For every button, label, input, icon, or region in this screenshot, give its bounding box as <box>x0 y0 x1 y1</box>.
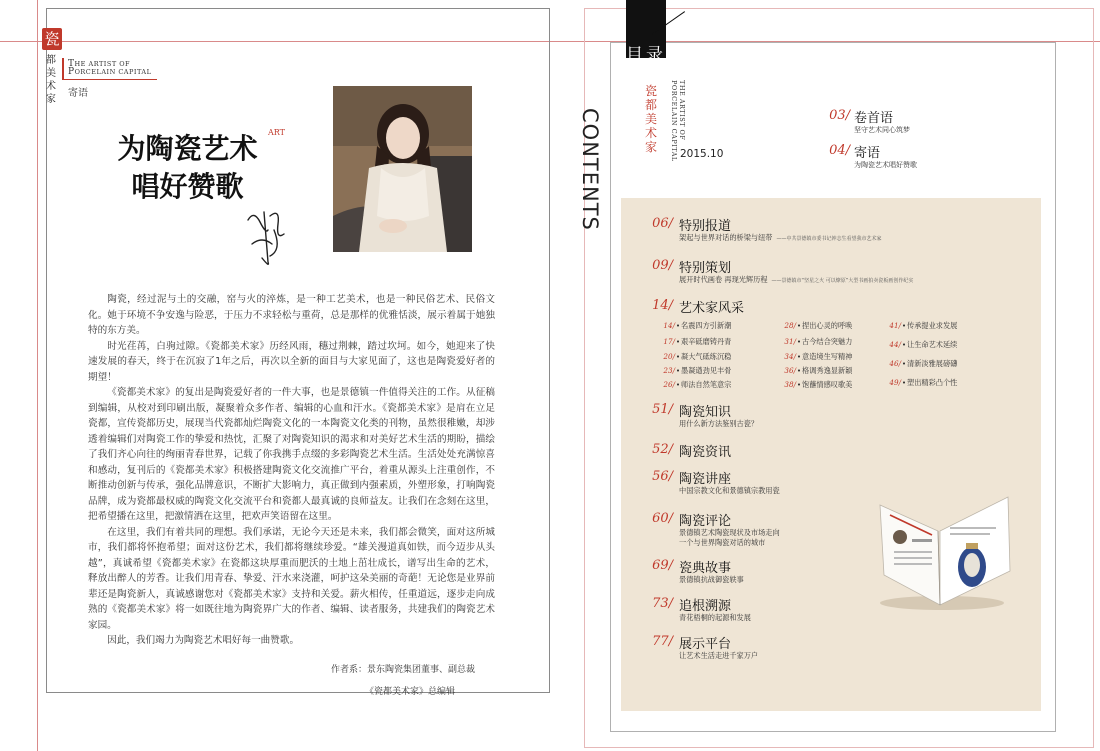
entry-title: 艺术家风采 <box>679 301 745 316</box>
paragraph: 《瓷都美术家》的复出是陶瓷爱好者的一件大事，也是景德镇一件值得关注的工作。从征稿到编辑，从校对到印刷出版，凝聚着众多作者、编辑的心血和汗水。《瓷都美术家》是肩在立足瓷都，宣传瓷都历史，展现当代瓷都灿烂陶瓷文化的一本陶瓷文化类的刊物，虽然很稚嫩，却涉透着编辑们对陶瓷工作的挚爱和热忱，汇聚了对陶瓷知识的渴求和对美好艺术生活的期盼，描绘了我们齐心向往的绚丽青春世界，记载了你我携手点缀的多彩陶瓷艺术生活。生活处处充满惊喜和感动，复刊后的《瓷都美术家》积极搭建陶瓷文化交流推广平台，着重从源头上注重创作，不断推动创新与传承，强化品牌意识，不断扩大影响力，真正做到内强素质，外塑形象，打响陶瓷品牌，成为瓷都最权威的陶瓷文化交流平台和瓷都人最真诚的良师益友。让我们在念刻在这里，把希望播在这里，把激情洒在这里，把欢声笑语留在这里。 <box>88 387 495 522</box>
art-vertical-label: ART <box>268 128 285 137</box>
entry-subtitle: 中国宗教文化和景德镇宗教用瓷 <box>679 486 780 495</box>
entry-title: 卷首语 <box>854 111 894 126</box>
entry-subtitle: 让艺术生活走进千家万户 <box>679 651 759 660</box>
paragraph: 时光荏苒，白驹过隙。《瓷都美术家》历经风雨，穗过荆棘，踏过坎坷。如今，她迎来了快速发展的春天，终于在沉寂了1年之后，再次以全新的面目与大家见面了，这也是陶瓷爱好者的期望！ <box>88 340 495 383</box>
entry-title: 特别报道 <box>679 219 732 234</box>
entry-subtitle: 景德镇抗战御瓷轶事 <box>679 575 744 584</box>
entry-subtitle: 用什么新方法鉴别古瓷？ <box>679 419 759 428</box>
section-tag: 寄语 <box>68 88 88 99</box>
artist-item[interactable]: 26/•师法自然笔意宗 <box>663 380 732 389</box>
open-magazine-icon <box>860 475 1020 615</box>
paragraph: 因此，我们竭力为陶瓷艺术唱好每一曲赞歌。 <box>107 635 300 646</box>
entry-subtitle: 展开时代画卷 再现光辉历程 ——景德镇市“坚星之火 可以燎原”大型书画拍卖瓷板画创作纪实 <box>679 275 914 284</box>
logo-mark: 瓷 <box>42 28 62 50</box>
entry-title: 陶瓷资讯 <box>679 445 732 460</box>
article-title <box>105 130 270 206</box>
title-line-1: 为陶瓷艺术 <box>117 132 258 165</box>
artist-item[interactable]: 34/•意造境生写精神 <box>784 352 853 361</box>
entry-title: 陶瓷讲座 <box>679 472 732 487</box>
page-number: 77/ <box>652 634 673 649</box>
entry-title: 展示平台 <box>679 637 732 652</box>
artist-item[interactable]: 14/•名震四方引新潮 <box>663 321 732 330</box>
page-number: 14/ <box>652 298 673 313</box>
page-number: 56/ <box>652 469 673 484</box>
page-number: 03/ <box>829 108 850 123</box>
brand-en-vertical-2: PORCELAIN CAPITAL <box>670 80 678 162</box>
entry-subtitle: 坚守艺术同心筑梦 <box>854 126 910 134</box>
page-number: 04/ <box>829 143 850 158</box>
paragraph: 在这里，我们有着共同的理想。我们承诺，无论今天还是未来，我们都会微笑，面对这所城市，我们都将怀抱希望；面对这份艺术，我们都将继续珍爱。“雄关漫道真如铁，而今迈步从头越”，真诚希望《瓷都美术家》在瓷都这块厚重而肥沃的土地上茁壮成长，谱写出生命的艺术，释放出醉人的芳香。让我们用青春、挚爱、汗水来浇灌，呵护这朵美丽的奇葩！无论您是业界前辈还是陶瓷新人，真诚感谢您对《瓷都美术家》支持和关爱。薪火相传，任重道远，逐步走向成熟的《瓷都美术家》将一如既往地为陶瓷界广大的作者、编辑、读者服务，共建我们的陶瓷艺术家园。 <box>88 526 495 631</box>
entry-note: ——中共景德镇市委书记钟志生看望我市艺术家 <box>776 236 882 242</box>
entry-title: 陶瓷知识 <box>679 405 732 420</box>
signature-icon <box>240 200 290 270</box>
brand-en-vertical-1: THE ARTIST OF <box>678 80 686 141</box>
entry-note: ——景德镇市“坚星之火 可以燎原”大型书画拍卖瓷板画创作纪实 <box>771 278 914 284</box>
issue-date: 2015.10 <box>680 148 724 160</box>
brand-cap-1: T <box>68 59 75 69</box>
page-number: 73/ <box>652 596 673 611</box>
artist-item[interactable]: 49/•塑出精彩凸个性 <box>889 378 958 387</box>
entry-subtitle: 为陶瓷艺术唱好赞歌 <box>854 161 917 169</box>
byline-role: 《瓷都美术家》总编辑 <box>365 687 456 697</box>
page-number: 69/ <box>652 558 673 573</box>
artist-item[interactable]: 23/•墨凝遒劲见丰骨 <box>663 366 732 375</box>
entry-title: 陶瓷评论 <box>679 514 732 529</box>
brand-rest-1: HE ARTIST OF <box>74 60 131 68</box>
entry-subtitle: 景德镇艺术陶瓷现状及市场走向 一个与世界陶瓷对话的城市 <box>679 528 780 547</box>
entry-title: 追根溯源 <box>679 599 732 614</box>
brand-cn-vertical: 瓷都美术家 <box>645 84 658 154</box>
page-number: 52/ <box>652 442 673 457</box>
page-number: 51/ <box>652 402 673 417</box>
artist-item[interactable]: 17/•艰辛砥磨铸丹青 <box>663 337 732 346</box>
page-number: 06/ <box>652 216 673 231</box>
contents-heading-en: CONTENTS <box>578 108 602 231</box>
artist-item[interactable]: 20/•凝大气砥练沉稳 <box>663 352 732 361</box>
entry-subtitle: 架起与世界对话的桥梁与纽带 ——中共景德镇市委书记钟志生看望我市艺术家 <box>679 233 882 242</box>
entry-title: 特别策划 <box>679 261 732 276</box>
article-body <box>88 292 495 649</box>
brand-rest-2: ORCELAIN CAPITAL <box>74 68 152 76</box>
artist-item[interactable]: 41/•传承提业求发展 <box>889 321 958 330</box>
entry-subtitle: 青花梧桐的起源和发展 <box>679 613 751 622</box>
contents-heading-cn: 目录 <box>626 45 666 65</box>
artist-item[interactable]: 46/•清新淡雅展磅礴 <box>889 359 958 368</box>
byline-author: 作者系：景东陶瓷集团董事、副总裁 <box>330 665 475 675</box>
title-line-2: 唱好赞歌 <box>131 170 244 203</box>
artist-item[interactable]: 36/•格调秀逸显新颖 <box>784 366 853 375</box>
artist-item[interactable]: 44/•让生命艺术延续 <box>889 340 958 349</box>
entry-title: 寄语 <box>854 146 881 161</box>
artist-item[interactable]: 38/•饱蘸情感叹歌美 <box>784 380 853 389</box>
logo-vertical-text: 都美术家 <box>46 55 56 105</box>
paragraph: 陶瓷，经过泥与土的交融，窑与火的淬炼，是一种工艺美术，也是一种民俗艺术、民俗文化。她于环境不争安逸与险恶，于压力不求轻松与重荷，总是那样的优雅恬淡，展示着属于她独特的东方美。 <box>88 294 495 336</box>
guide-line-vertical-left <box>37 0 38 751</box>
author-portrait <box>333 86 472 252</box>
page-number: 60/ <box>652 511 673 526</box>
artist-item[interactable]: 28/•捏出心灵的呼唤 <box>784 321 853 330</box>
brand-english <box>62 58 157 80</box>
page-number: 09/ <box>652 258 673 273</box>
entry-title: 瓷典故事 <box>679 561 732 576</box>
brand-cap-2: P <box>68 67 75 77</box>
artist-item[interactable]: 31/•古今结合突魅力 <box>784 337 853 346</box>
